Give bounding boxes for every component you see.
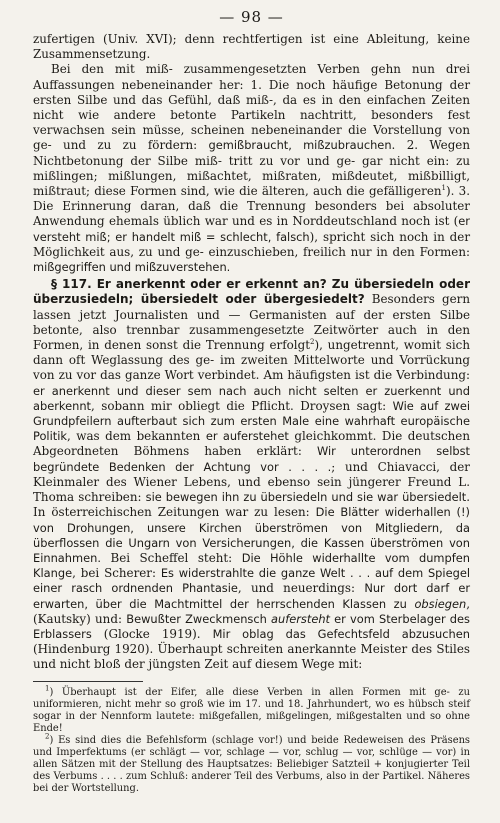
paragraph-3-text-y: (Glocke 1919). (91, 626, 213, 641)
paragraph-3-quote-k: sie bewegen ihn zu übersiedeln und sie war übersiedelt (145, 490, 467, 505)
paragraph-3-quote-w: aufersteht (271, 611, 331, 626)
paragraph-2-text-c: . 2. Wegen Nichtbetonung der Silbe miß- tritt zu vor und ge- gar nicht ein: zu mißlingen; mißlungen, mißachtet, mißraten, mißdeutet, mißbilligt, mißtraut; diese Formen sind, wie die älteren, auch die gefälligeren (33, 138, 470, 199)
paragraph-2-text-d: ). 3. Die Erinnerung daran, daß die Trennung besonders bei absoluter Anwendung ehemals üblich war und es in Norddeutschland noch ist ( (33, 184, 470, 229)
paragraph-3-text-b: ), ungetrennt, womit sich dann oft Weglassung des ge- im zweiten Mittelworte und Vorrückung von zu vor das ganze Wort verbindet. Am häufigsten ist die Verbindung: (33, 338, 471, 383)
paragraph-3-text-u: , (Kautsky) und: (33, 596, 470, 626)
paragraph-3-text-f: , was dem bekannten (67, 429, 206, 444)
paragraph-3-text-a: Besonders gern lassen jetzt Journalisten und — Germanisten auf der ersten Silbe betonte, also trennbar zusammengesetzte Zeitwörter auch in den Formen, in denen sonst die Trennung erfolgt (33, 292, 470, 353)
paragraph-3 (33, 277, 470, 672)
paragraph-2-example-a: gemißbraucht, mißzubrauchen (208, 138, 392, 153)
footnote-1 (33, 684, 470, 735)
footnote-2 (33, 732, 470, 795)
paragraph-3-text-h: gleichkommt. Die deutschen Abgeordneten Böhmens haben erklärt: (33, 429, 470, 459)
paragraph-3-example-c: er anerkennt und dieser sem nach auch nicht selten er zuerkennt und aberkennt (33, 383, 470, 413)
paragraph-3-quote-q: Es widerstrahlte die ganze Welt . . . auf dem Spiegel einer rasch ordnenden Phantasie (33, 566, 470, 596)
paragraph-3-quote-z: Mir oblag das Gefechtsfeld abzusuchen (212, 626, 470, 641)
paragraph-2-text-a: Bei den mit miß- zusammengesetzten Verben gehn nun drei Auffassungen nebeneinander her: 1. Die noch häufige Betonung der ersten Silbe und das Gefühl, daß miß-, da es in den einfachen Zeiten nicht wie andere betonte Partikeln nachtritt, besonders fest verwachsen sein müsse, scheinen nebeneinander die Vorstellung von ge- und zu zu fördern: (33, 62, 470, 153)
paragraph-3-text-r: , und neuerdings: (237, 581, 365, 596)
paragraph-3-quote-m: Die Blätter widerhallen (!) von Drohungen, unsere Kirchen überströmen von Mitgliedern, da überflossen die Ungarn von Versicherungen, die Kassen überströmen von Einnahmen. (33, 505, 470, 565)
paragraph-3-example-g: er auferstehet (205, 429, 289, 444)
section-heading-117: § 117. Er anerkennt oder er erkennt an? Zu übersiedeln oder überzusiedeln; übersiedelt oder übergesiedelt? (33, 277, 470, 307)
paragraph-1 (33, 32, 470, 62)
paragraph-2-example-e: er versteht miß; er handelt miß = schlecht, falsch (33, 214, 470, 244)
paragraph-2-example-g: mißgegriffen und mißzuverstehen. (33, 260, 231, 275)
page-number: — 98 — (219, 8, 284, 26)
footnote-ref-2[interactable]: 2 (310, 338, 315, 347)
paragraph-2 (33, 62, 470, 275)
paragraph-3-quote-s: Nur dort darf er erwarten, über die Machtmittel der herrschenden Klassen zu (33, 581, 471, 611)
paragraph-3-text-aa: (Hindenburg 1920). Überhaupt schreiten anerkannte Meister des Stiles und nicht bloß der jüngsten Zeit auf diesem Wege mit: (33, 642, 470, 672)
footnote-divider (33, 681, 143, 682)
paragraph-3-text-d: , sobann mir obliegt die Pflicht. Droysen sagt: (91, 398, 393, 413)
body-text (33, 32, 470, 673)
paragraph-3-text-l: . In österreichischen Zeitungen war zu lesen: (33, 490, 470, 520)
paragraph-3-quote-v: Bewußter Zweckmensch (126, 611, 272, 626)
paragraph-3-quote-i: Wir unterordnen selbst begründete Bedenken der Achtung vor . . . . (33, 444, 470, 474)
footnote-1-text: ) Überhaupt ist der Eifer, alle diese Verben in allen Formen mit ge- zu uniformieren, nicht mehr so groß wie im 17. und 18. Jahrhundert, wo es hübsch steif sogar in der Nennform lautete: mißgefallen, mißgelingen, mißgestalten und so ohne Ende! (33, 686, 470, 734)
footnotes (33, 684, 470, 796)
footnote-ref-1[interactable]: 1 (441, 184, 446, 193)
paragraph-3-quote-x: er vom Sterbelager des Erblassers (33, 611, 470, 641)
footnote-2-marker: 2 (45, 732, 50, 741)
paragraph-3-quote-o: Die Höhle widerhallte vom dumpfen Klange (33, 550, 470, 581)
paragraph-3-quote-e: Wie auf zwei Grundpfeilern aufterbaut sich zum ersten Male eine wahrhaft europäische Politik (33, 398, 470, 444)
paragraph-3-text-n: Bei Scheffel steht: (100, 550, 242, 565)
paragraph-1-text: zufertigen (Univ. XVI); denn rechtfertigen ist eine Ableitung, keine Zusammensetzung. (33, 32, 470, 62)
footnote-2-text: ) Es sind dies die Befehlsform (schlage vor!) und beide Redeweisen des Präsens und Imperfektums (er schlägt — vor, schlage — vor, schlug — vor, schlüge — vor) in allen Sätzen mit der Stellung des Hauptsatzes: Beliebiger Satzteil + konjugierter Teil des Verbums . . . . zum Schluß: anderer Teil des Verbums, also in der Partikel. Näheres bei der Wortstellung. (33, 734, 470, 795)
footnote-1-marker: 1 (45, 684, 50, 693)
paragraph-2-text-f: ), spricht sich noch in der Möglichkeit aus, zu und ge- einzuschieben, freilich nur in den Formen: (33, 229, 470, 259)
paragraph-3-quote-t: obsiegen (414, 596, 467, 611)
paragraph-3-text-j: ; und Chiavacci, der Kleinmaler des Wiener Lebens, und ebenso sein jüngerer Freund L. Thoma schreiben: (33, 459, 470, 505)
paragraph-3-text-p: , bei Scherer: (72, 566, 161, 581)
